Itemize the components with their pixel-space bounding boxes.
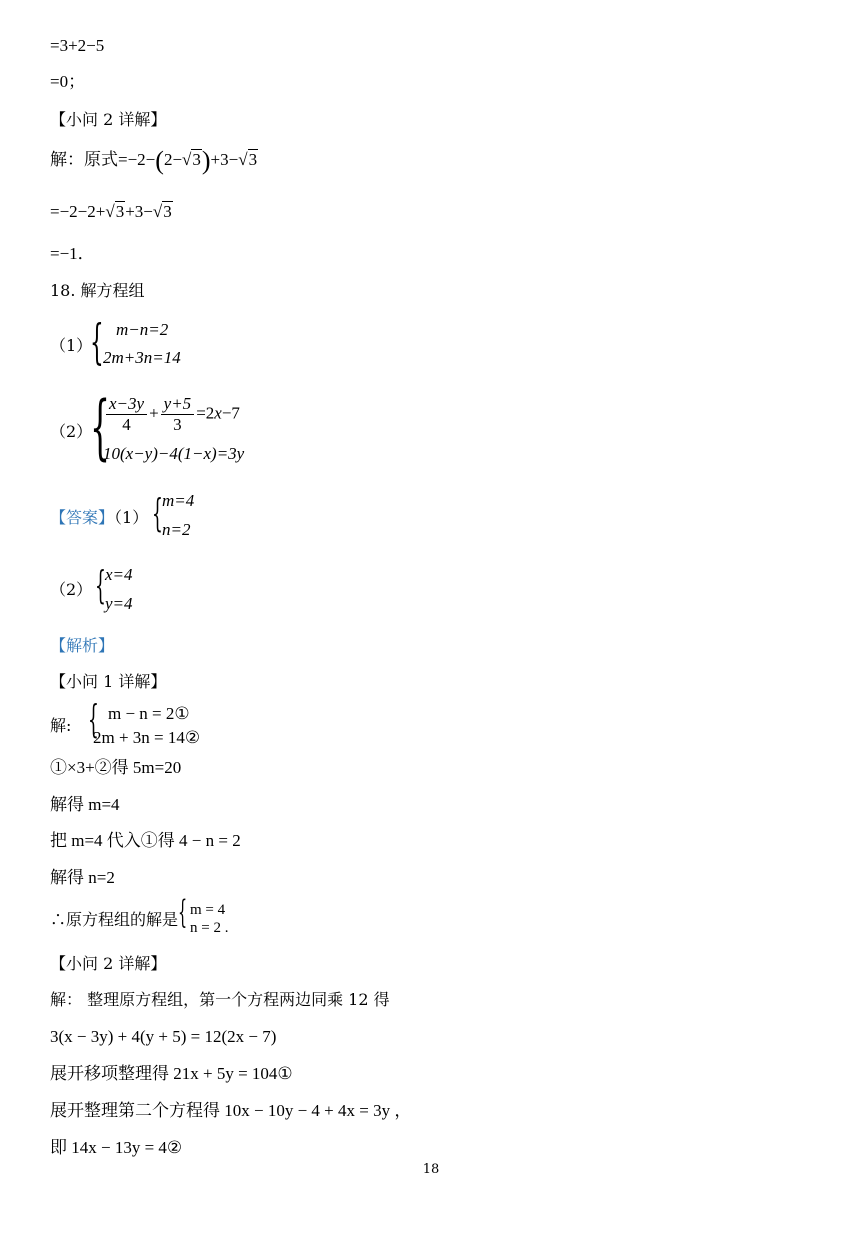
step-eliminate: ①×3+②得 5m=20	[50, 758, 182, 777]
step-expanded: 3(x − 3y) + 4(y + 5) = 12(2x − 7)	[50, 1027, 277, 1046]
system-2-eq-a: $\frac{x-3y}{4}$ + $\frac{y+5}{3}$ =2x−7	[104, 394, 240, 435]
answer-row: 【答案】（1）	[50, 508, 149, 527]
step-multiply: 解： 整理原方程组，第一个方程两边同乘 12 得	[50, 990, 390, 1009]
answer-2-brace: {	[95, 563, 106, 607]
answer-1-eq-a: m=4	[162, 491, 195, 510]
step-eq-1: 展开移项整理得 21x + 5y = 104①	[50, 1064, 293, 1083]
answer-2-eq-b: y=4	[105, 594, 133, 613]
conclusion-brace: {	[178, 893, 188, 931]
part-2-label: （2）	[50, 422, 93, 441]
sqrt-3: √3	[238, 150, 258, 169]
conclusion-line: ∴原方程组的解是	[50, 910, 179, 929]
answer-1-eq-b: n=2	[162, 520, 191, 539]
sqrt-3: √3	[105, 202, 125, 221]
fraction-2: $\frac{y+5}{3}$	[161, 394, 195, 435]
answer-tag: 【答案】	[50, 508, 115, 527]
subquestion-1-heading: 【小问 1 详解】	[50, 672, 167, 691]
step-second-eq: 展开整理第二个方程得 10x − 10y − 4 + 4x = 3y ，	[50, 1101, 412, 1120]
conclusion-eq-b: n = 2 .	[190, 920, 229, 936]
solution-2-result: =−1．	[50, 244, 95, 263]
step-solve-m: 解得 m=4	[50, 795, 120, 814]
sqrt-3: √3	[152, 202, 172, 221]
solution-2-prefix: 解：原式	[50, 150, 118, 169]
page-number: 18	[422, 1162, 440, 1177]
solution-2-line-2: =−2−2+√3+3−√3	[50, 202, 172, 221]
fraction-1: $\frac{x-3y}{4}$	[106, 394, 147, 435]
system-2-brace: {	[90, 386, 111, 468]
subquestion-2-heading-b: 【小问 2 详解】	[50, 954, 167, 973]
step-solve-n: 解得 n=2	[50, 868, 115, 887]
system-2-eq-b: 10(x−y)−4(1−x)=3y	[103, 444, 245, 463]
system-1-eq-a: m−n=2	[116, 320, 169, 339]
system-1-brace: {	[90, 314, 104, 370]
solution-1-brace: {	[88, 697, 99, 741]
solution-1-eq-b: 2m + 3n = 14②	[93, 728, 201, 747]
step-substitute: 把 m=4 代入①得 4 − n = 2	[50, 831, 241, 850]
system-1-eq-b: 2m+3n=14	[103, 348, 181, 367]
calc-line-1: =3+2−5	[50, 36, 105, 55]
question-18-title: 18. 解方程组	[50, 281, 145, 300]
solution-1-prefix: 解:	[50, 716, 72, 735]
answer-1-brace: {	[152, 491, 163, 535]
part-1-label: （1）	[50, 336, 93, 355]
subquestion-2-heading: 【小问 2 详解】	[50, 110, 167, 129]
answer-part-2-label: （2）	[50, 580, 93, 599]
sqrt-3: √3	[182, 150, 201, 169]
step-eq-2: 即 14x − 13y = 4②	[50, 1138, 183, 1157]
calc-line-2: =0；	[50, 72, 86, 91]
analysis-tag: 【解析】	[50, 636, 115, 655]
answer-2-eq-a: x=4	[105, 565, 133, 584]
solution-1-eq-a: m − n = 2①	[108, 704, 190, 723]
conclusion-eq-a: m = 4	[190, 902, 226, 918]
solution-2-line-1: 解：原式=−2−(2−√3)+3−√3	[50, 146, 258, 175]
